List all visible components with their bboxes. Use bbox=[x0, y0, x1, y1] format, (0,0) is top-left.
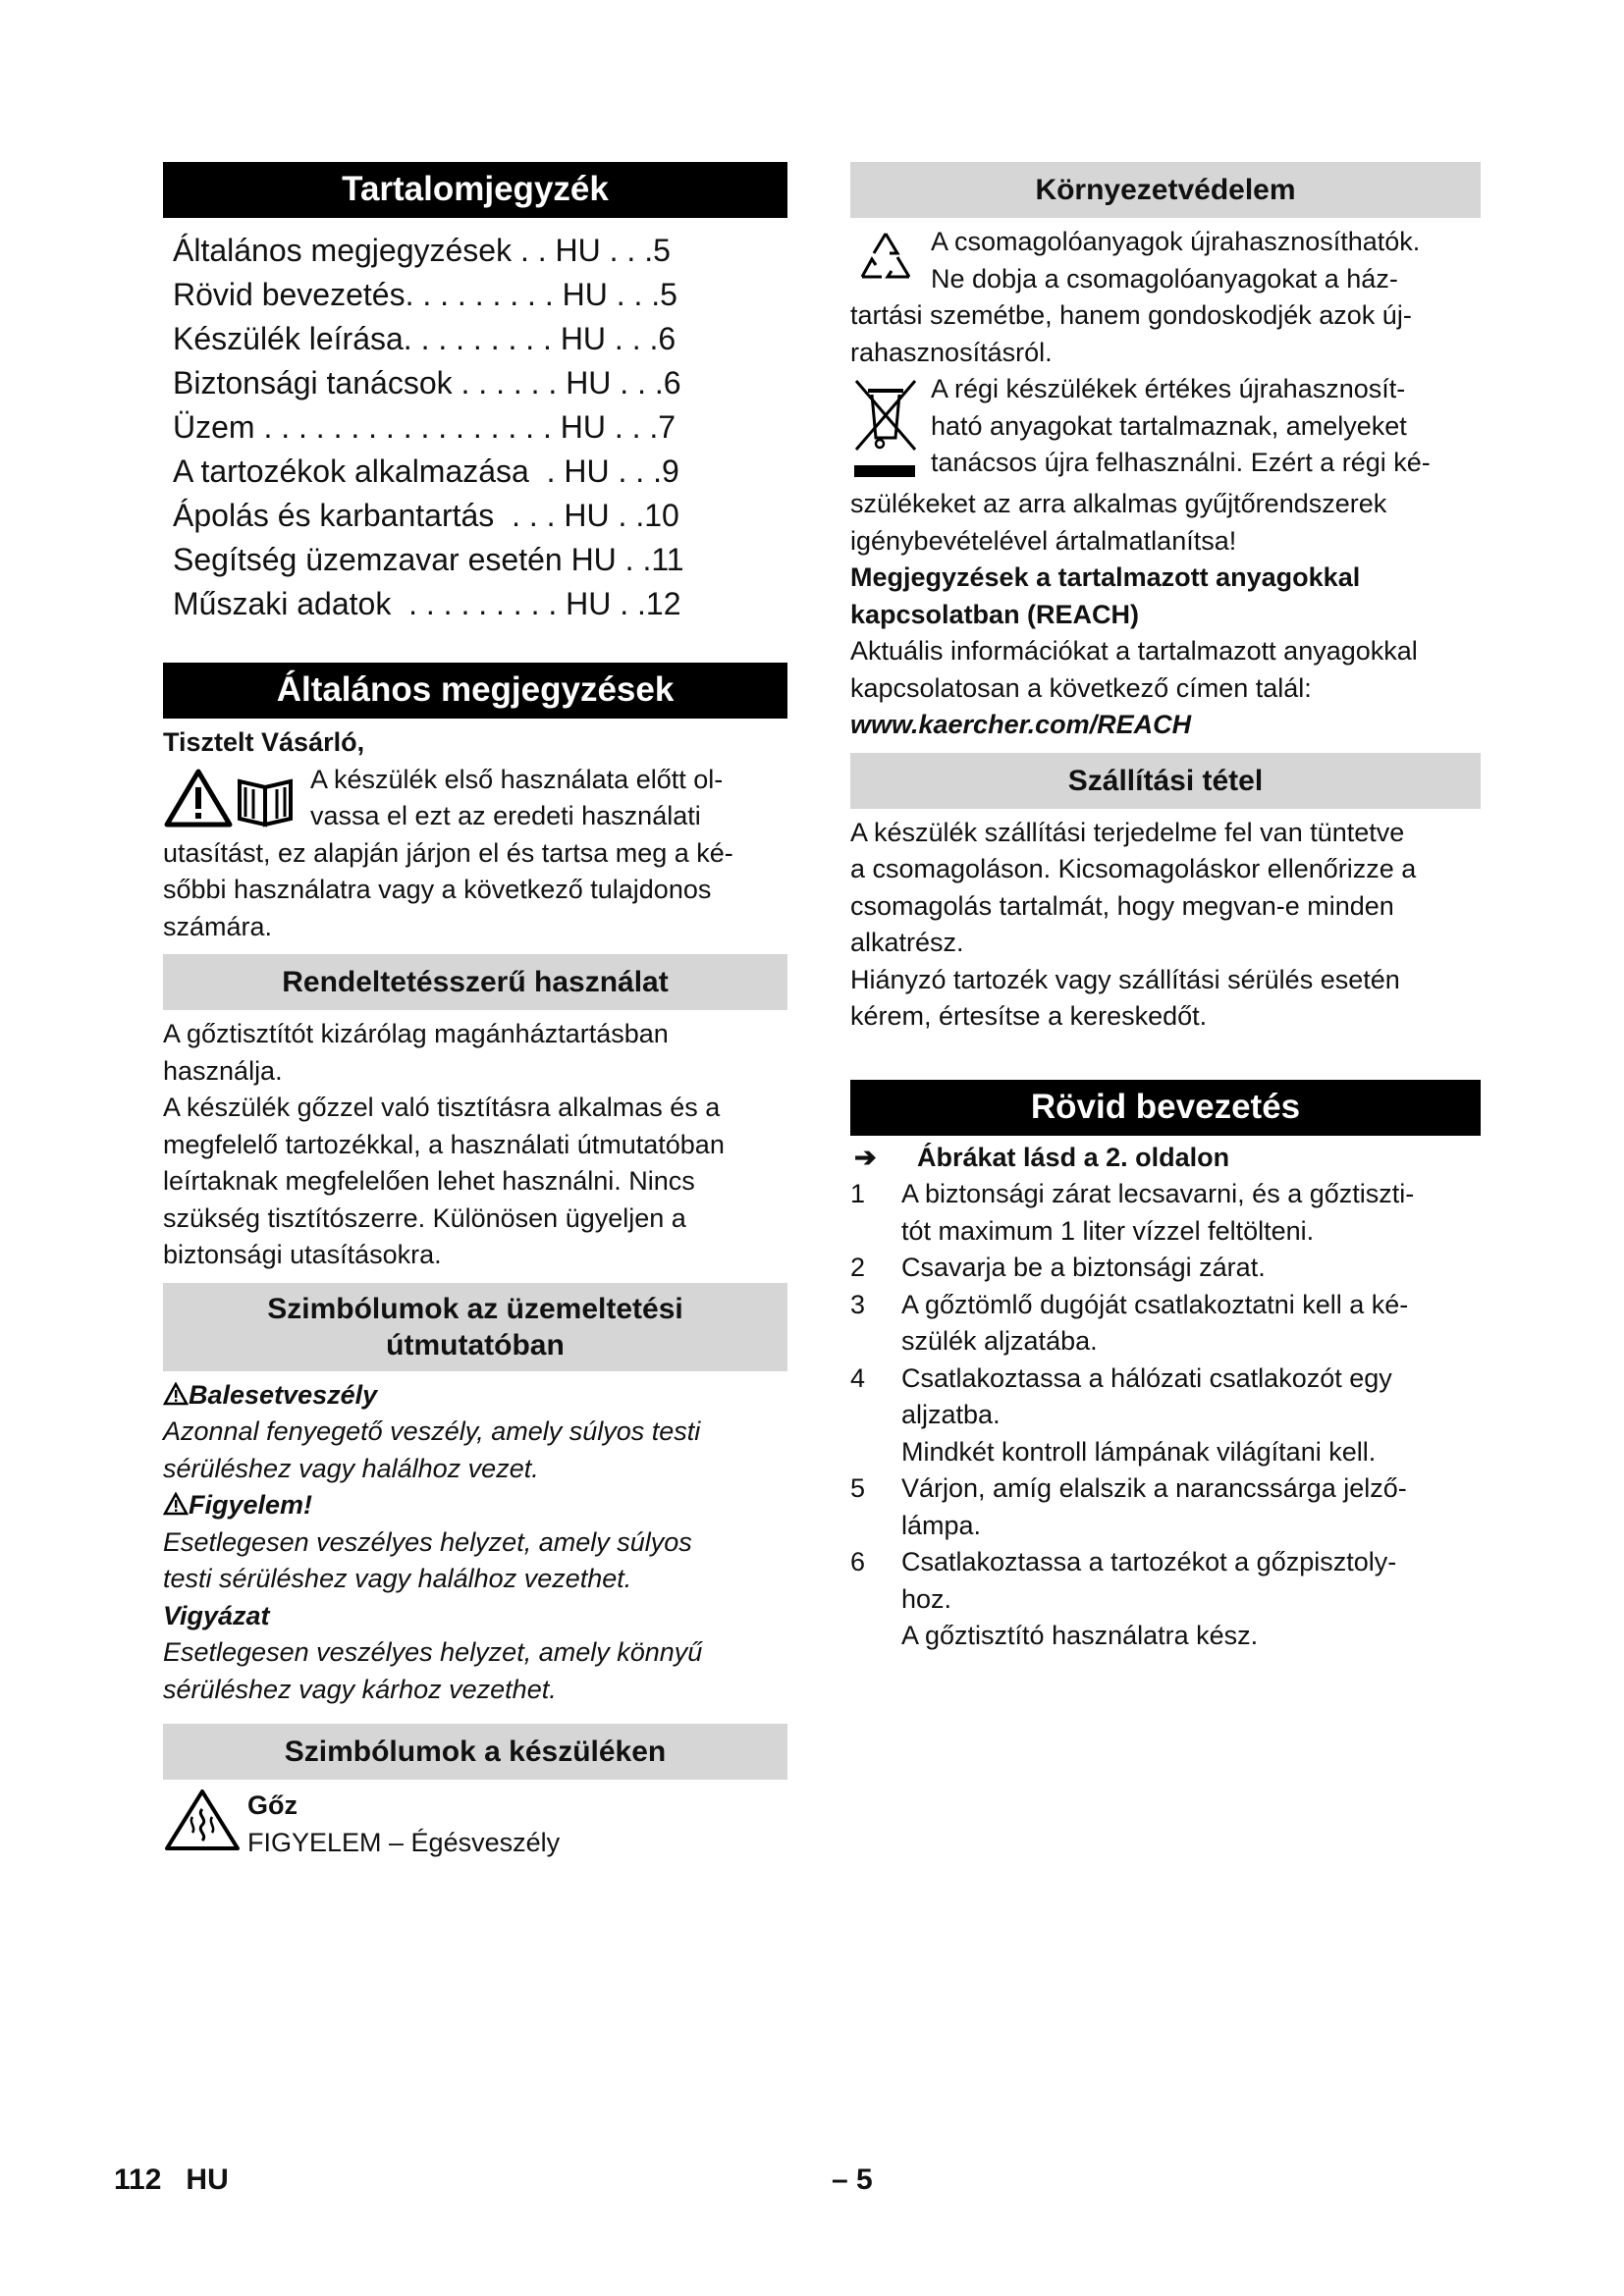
page-footer-center: – 5 bbox=[832, 2163, 873, 2196]
symbols-device-heading: Szimbólumok a készüléken bbox=[163, 1724, 787, 1780]
toc-item[interactable]: Készülék leírása. . . . . . . . . HU . . .6 bbox=[173, 321, 677, 356]
greeting: Tisztelt Vásárló, bbox=[163, 727, 365, 757]
reach-link[interactable]: www.kaercher.com/REACH bbox=[850, 710, 1192, 739]
warning-triangle-icon bbox=[163, 1382, 189, 1406]
caution-label: Vigyázat bbox=[163, 1600, 270, 1630]
symbols-manual-heading: Szimbólumok az üzemeltetési útmutatóban bbox=[163, 1283, 787, 1371]
warning-triangle-icon bbox=[163, 1492, 189, 1516]
delivery-heading: Szállítási tétel bbox=[850, 753, 1481, 809]
toc-item[interactable]: Segítség üzemzavar esetén HU . .11 bbox=[173, 542, 684, 577]
disposal-note: A régi készülékek értékes újrahasznosít- ható anyagokat tartalmaznak, amelyeket tanácsos újra felhasználni. Ezért a régi ké- szülékeket az arra alkalmas gyűjtőrendszerek igénybevételével ártalmatlanítsa! bbox=[850, 374, 1431, 556]
list-item: 4 Csatlakoztassa a hálózati csatlakozót egy bbox=[850, 1362, 1392, 1393]
warning-read-manual-icon bbox=[163, 768, 300, 833]
crossed-bin-icon bbox=[850, 375, 921, 486]
toc-heading: Tartalomjegyzék bbox=[163, 162, 787, 218]
intended-use-heading: Rendeltetésszerű használat bbox=[163, 954, 787, 1010]
environment-heading: Környezetvédelem bbox=[850, 162, 1481, 218]
table-of-contents bbox=[163, 229, 787, 626]
toc-item[interactable]: Üzem . . . . . . . . . . . . . . . . . HU . . .7 bbox=[173, 409, 677, 445]
list-item: 2 Csavarja be a biztonsági zárat. bbox=[850, 1253, 1266, 1282]
list-item: 6 Csatlakoztassa a tartozékot a gőzpisztoly- bbox=[850, 1547, 1397, 1576]
packaging-note: A csomagolóanyagok újrahasznosíthatók. Ne dobja a csomagolóanyagokat a ház- tartási szemétbe, hanem gondoskodjék azok új- rahasznosításról. bbox=[850, 227, 1421, 367]
steam-hot-surface-icon bbox=[163, 1788, 242, 1857]
symbols-manual-text: Balesetveszély Azonnal fenyegető veszély, amely súlyos testi sérüléshez vagy halálhoz vezet. Figyelem! Esetlegesen veszélyes helyzet, amely súlyos testi sérüléshez vagy halálhoz vezethet. Vigyázat Esetlegesen veszélyes helyzet, amely könnyű sérüléshez vagy kárhoz vezethet. bbox=[163, 1377, 787, 1709]
delivery-text: A készülék szállítási terjedelme fel van tüntetve a csomagoláson. Kicsomagoláskor ellenőrizze a csomagolás tartalmát, hogy megvan-e minden alkatrész. Hiányzó tartozék vagy szállítási sérülés esetén kérem, értesítse a kereskedőt. bbox=[850, 817, 1417, 1031]
toc-item[interactable]: Rövid bevezetés. . . . . . . . . HU . . .5 bbox=[173, 277, 677, 312]
toc-item[interactable]: Általános megjegyzések . . HU . . .5 bbox=[173, 233, 671, 268]
arrow-right-icon: ➔ bbox=[854, 1142, 877, 1172]
list-item: 3 A gőztömlő dugóját csatlakoztatni kell a ké- bbox=[850, 1289, 1409, 1319]
toc-item[interactable]: Biztonsági tanácsok . . . . . . HU . . .6 bbox=[173, 365, 681, 400]
reach-title: Megjegyzések a tartalmazott anyagokkal bbox=[850, 562, 1361, 592]
quick-start-heading: Rövid bevezetés bbox=[850, 1080, 1481, 1136]
toc-item[interactable]: Ápolás és karbantartás . . . HU . .10 bbox=[173, 498, 679, 533]
page-number: 112 bbox=[114, 2163, 162, 2196]
language-code: HU bbox=[186, 2163, 229, 2196]
steam-symbol-item: Gőz FIGYELEM – Égésveszély bbox=[163, 1788, 787, 1861]
list-item: 5 Várjon, amíg elalszik a narancssárga jelző- bbox=[850, 1473, 1407, 1503]
general-heading: Általános megjegyzések bbox=[163, 663, 787, 719]
left-column bbox=[163, 162, 787, 1861]
danger-label: Balesetveszély bbox=[163, 1377, 787, 1415]
recycling-icon bbox=[850, 228, 921, 297]
right-column: Környezetvédelem A csomagolóanyagok újrahasznosíthatók. Ne dobja a csomagolóanyagokat a ház- tartási szemétbe, hanem gondoskodjék azok új- rahasznosításról. A régi készülékek értékes újrahasznosít- ható anyagokat tartalmaznak, amelyeket tanácsos újra felhasználni. Ezért a régi ké- szülékeket az arra alkalmas gyűjtőrendszerek igénybevételével ártalmatlanítsa! Megjegyzések a tartalmazott anyagokkal kapcsolatban (REACH) Aktuális információkat a tartalmazott anyagokkal kapcsolatosan a következő címen talál: www.kaercher.com/REACH Szállítási tétel A készülék szállítási terjedelme fel van tüntetve a csomagoláson. Kicsomagoláskor ellenőrizze a csomagolás tartalmát, hogy megvan-e minden alkatrész. Hiányzó tartozék vagy szállítási sérülés esetén kérem, értesítse a kereskedőt. Rövid bevezetés ➔ Ábrákat lásd a 2. oldalon 1 A biztonsági zárat lecsavarni, és a gőztiszti- tót maximum 1 liter vízzel feltölteni. 2 Csavarja be a biztonsági zárat. 3 A gőztömlő dugóját csatlakoztatni kell a ké- szülék aljzatába. 4 Csatlakoztassa a hálózati csatlakozót egy aljzatba. Mindkét kontroll lámpának világítani kell. 5 Várjon, amíg elalszik a narancssárga jelző- lámpa. 6 Csatlakoztassa a tartozékot a gőzpisztoly- hoz. A gőztisztító használatra kész. bbox=[850, 162, 1481, 1655]
intended-use-text: A gőztisztítót kizárólag magánháztartásban használja. A készülék gőzzel való tisztításra alkalmas és a megfelelő tartozékkal, a használati útmutatóban leírtaknak megfelelően lehet használni. Nincs szükség tisztítószerre. Különösen ügyeljen a biztonsági utasításokra. bbox=[163, 1019, 725, 1269]
toc-item[interactable]: A tartozékok alkalmazása . HU . . .9 bbox=[173, 454, 679, 489]
list-item: 1 A biztonsági zárat lecsavarni, és a gőztiszti- bbox=[850, 1179, 1415, 1208]
warning-label: Figyelem! bbox=[163, 1487, 787, 1524]
page-footer-left bbox=[114, 2163, 229, 2197]
toc-item[interactable]: Műszaki adatok . . . . . . . . . HU . .12 bbox=[173, 586, 681, 621]
figure-reference: ➔ Ábrákat lásd a 2. oldalon bbox=[850, 1140, 1481, 1177]
quick-start-steps: 1 A biztonsági zárat lecsavarni, és a gőztiszti- tót maximum 1 liter vízzel feltölteni. 2 Csavarja be a biztonsági zárat. 3 A gőztömlő dugóját csatlakoztatni kell a ké- szülék aljzatába. 4 Csatlakoztassa a hálózati csatlakozót egy aljzatba. Mindkét kontroll lámpának világítani kell. 5 Várjon, amíg elalszik a narancssárga jelző- lámpa. 6 Csatlakoztassa a tartozékot a gőzpisztoly- hoz. A gőztisztító használatra kész. bbox=[850, 1176, 1481, 1655]
general-notes: A készülék első használata előtt ol- vassa el ezt az eredeti használati utasítást, ez alapján járjon el és tartsa meg a ké- sőbbi használatra vagy a következő tulajdonos számára. bbox=[163, 764, 733, 941]
